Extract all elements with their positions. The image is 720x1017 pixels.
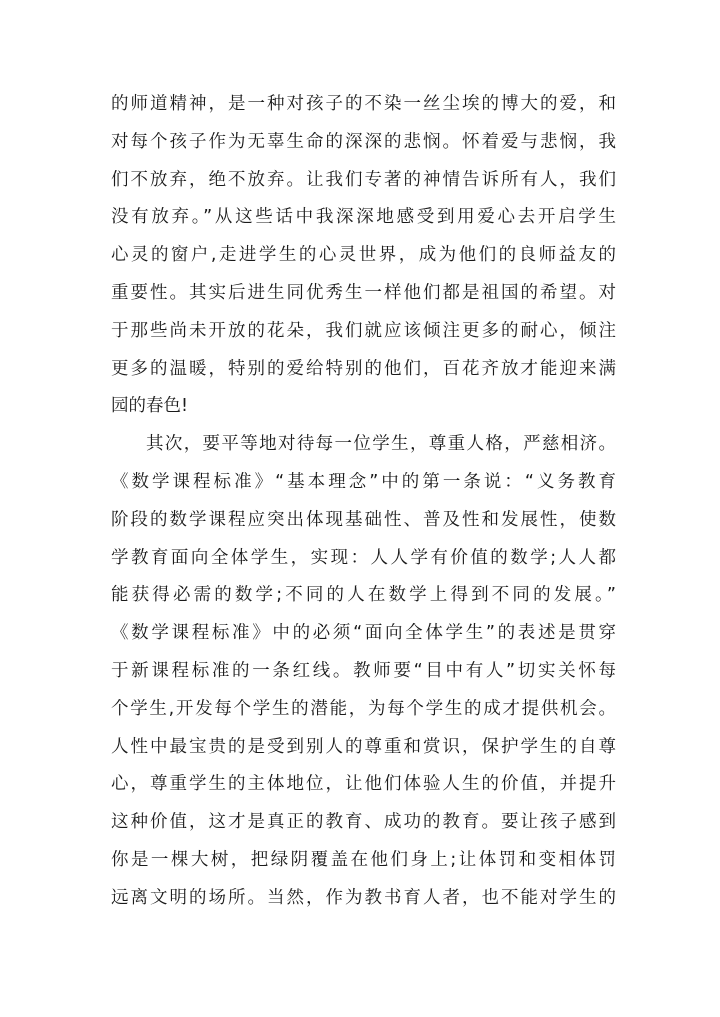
paragraph-start-line: 其次，要平等地对待每一位学生，尊重人格，严慈相济。 (146, 434, 616, 455)
text-line: 人性中最宝贵的是受到别人的尊重和赏识，保护学生的自尊 (111, 736, 616, 757)
text-line: 这种价值，这才是真正的教育、成功的教育。要让孩子感到 (111, 812, 616, 833)
text-line: 《数学课程标准》“基本理念”中的第一条说：“义务教育 (111, 471, 616, 492)
text-line: 远离文明的场所。当然，作为教书育人者，也不能对学生的 (111, 887, 616, 908)
text-line: 个学生,开发每个学生的潜能，为每个学生的成才提供机会。 (111, 698, 616, 719)
paragraph-end-line: 园的春色! (111, 396, 189, 417)
text-line: 的师道精神，是一种对孩子的不染一丝尘埃的博大的爱，和 (111, 94, 616, 114)
text-line: 心，尊重学生的主体地位，让他们体验人生的价值，并提升 (111, 774, 616, 795)
text-line: 《数学课程标准》中的必须“面向全体学生”的表述是贯穿 (111, 623, 616, 644)
text-line: 们不放弃，绝不放弃。让我们专著的神情告诉所有人，我们 (111, 169, 616, 190)
text-line: 学教育面向全体学生，实现：人人学有价值的数学;人人都 (111, 547, 616, 568)
text-line: 阶段的数学课程应突出体现基础性、普及性和发展性，使数 (111, 509, 616, 530)
text-line: 你是一棵大树，把绿阴覆盖在他们身上;让体罚和变相体罚 (111, 849, 616, 870)
text-line: 于新课程标准的一条红线。教师要“目中有人”切实关怀每 (111, 660, 616, 681)
text-line: 能获得必需的数学;不同的人在数学上得到不同的发展。” (111, 585, 616, 606)
text-line: 重要性。其实后进生同优秀生一样他们都是祖国的希望。对 (111, 282, 616, 303)
text-line: 心灵的窗户,走进学生的心灵世界，成为他们的良师益友的 (111, 245, 616, 266)
text-line: 更多的温暖，特别的爱给特别的他们，百花齐放才能迎来满 (111, 358, 616, 379)
text-line: 于那些尚未开放的花朵，我们就应该倾注更多的耐心，倾注 (111, 320, 616, 341)
body-text (111, 86, 616, 918)
text-line: 没有放弃。”从这些话中我深深地感受到用爱心去开启学生 (111, 207, 616, 228)
text-line: 对每个孩子作为无辜生命的深深的悲悯。怀着爱与悲悯，我 (111, 131, 616, 152)
